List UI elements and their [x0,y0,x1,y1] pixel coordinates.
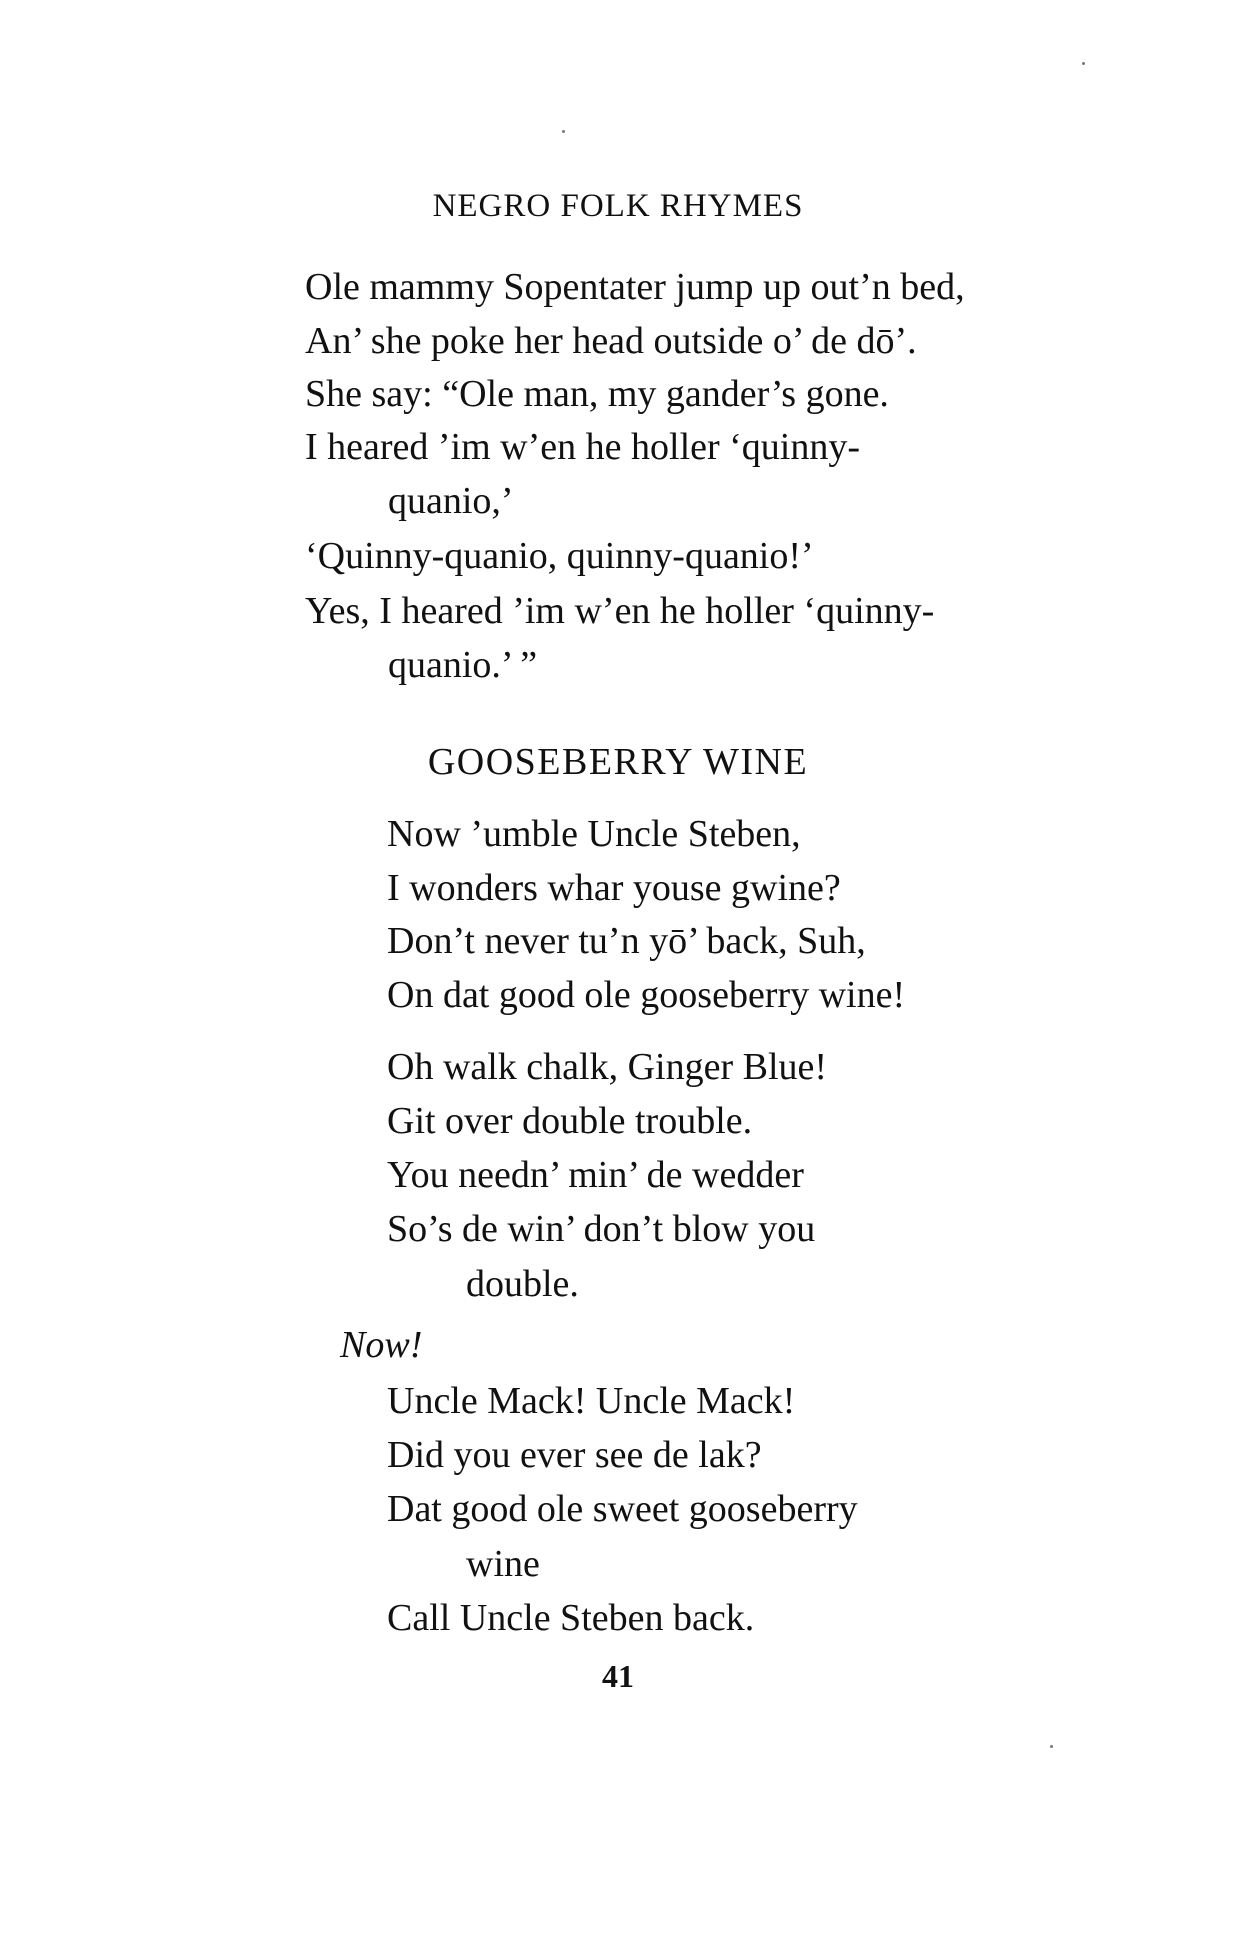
poem-line-continuation: quanio.’ ” [388,644,538,686]
stanza2-line-continuation: double. [466,1263,579,1305]
scan-speck [562,130,565,133]
stanza3-line: Dat good ole sweet gooseberry [387,1488,858,1530]
poem-line: Yes, I heared ’im w’en he holler ‘quinny- [305,590,935,632]
scan-speck [1082,62,1085,65]
poem-line: She say: “Ole man, my gander’s gone. [305,373,889,415]
stanza2-line: Git over double trouble. [387,1100,753,1142]
stanza1-line: Don’t never tu’n yō’ back, Suh, [387,920,866,962]
poem-line: Ole mammy Sopentater jump up out’n bed, [305,266,965,308]
stanza3-line: Call Uncle Steben back. [387,1597,755,1639]
stanza3-line: Did you ever see de lak? [387,1434,762,1476]
poem-line: I heared ’im w’en he holler ‘quinny- [305,426,861,468]
poem-line: An’ she poke her head outside o’ de dō’. [305,320,917,362]
stanza2-line: So’s de win’ don’t blow you [387,1208,816,1250]
stanza2-line: Oh walk chalk, Ginger Blue! [387,1046,828,1088]
poem-line: ‘Quinny-quanio, quinny-quanio!’ [305,535,814,577]
stanza1-line: Now ’umble Uncle Steben, [387,813,801,855]
scan-speck [1050,1745,1053,1748]
stanza2-line: You needn’ min’ de wedder [387,1154,804,1196]
stanza1-line: On dat good ole gooseberry wine! [387,974,906,1016]
stanza3-line: Uncle Mack! Uncle Mack! [387,1380,796,1422]
stanza-cue: Now! [340,1324,423,1366]
stanza3-line-continuation: wine [466,1543,540,1585]
poem-line-continuation: quanio,’ [388,480,514,522]
poem-title: GOOSEBERRY WINE [427,741,809,783]
stanza1-line: I wonders whar youse gwine? [387,867,841,909]
page-number: 41 [602,1658,634,1694]
running-head: NEGRO FOLK RHYMES [432,188,804,224]
